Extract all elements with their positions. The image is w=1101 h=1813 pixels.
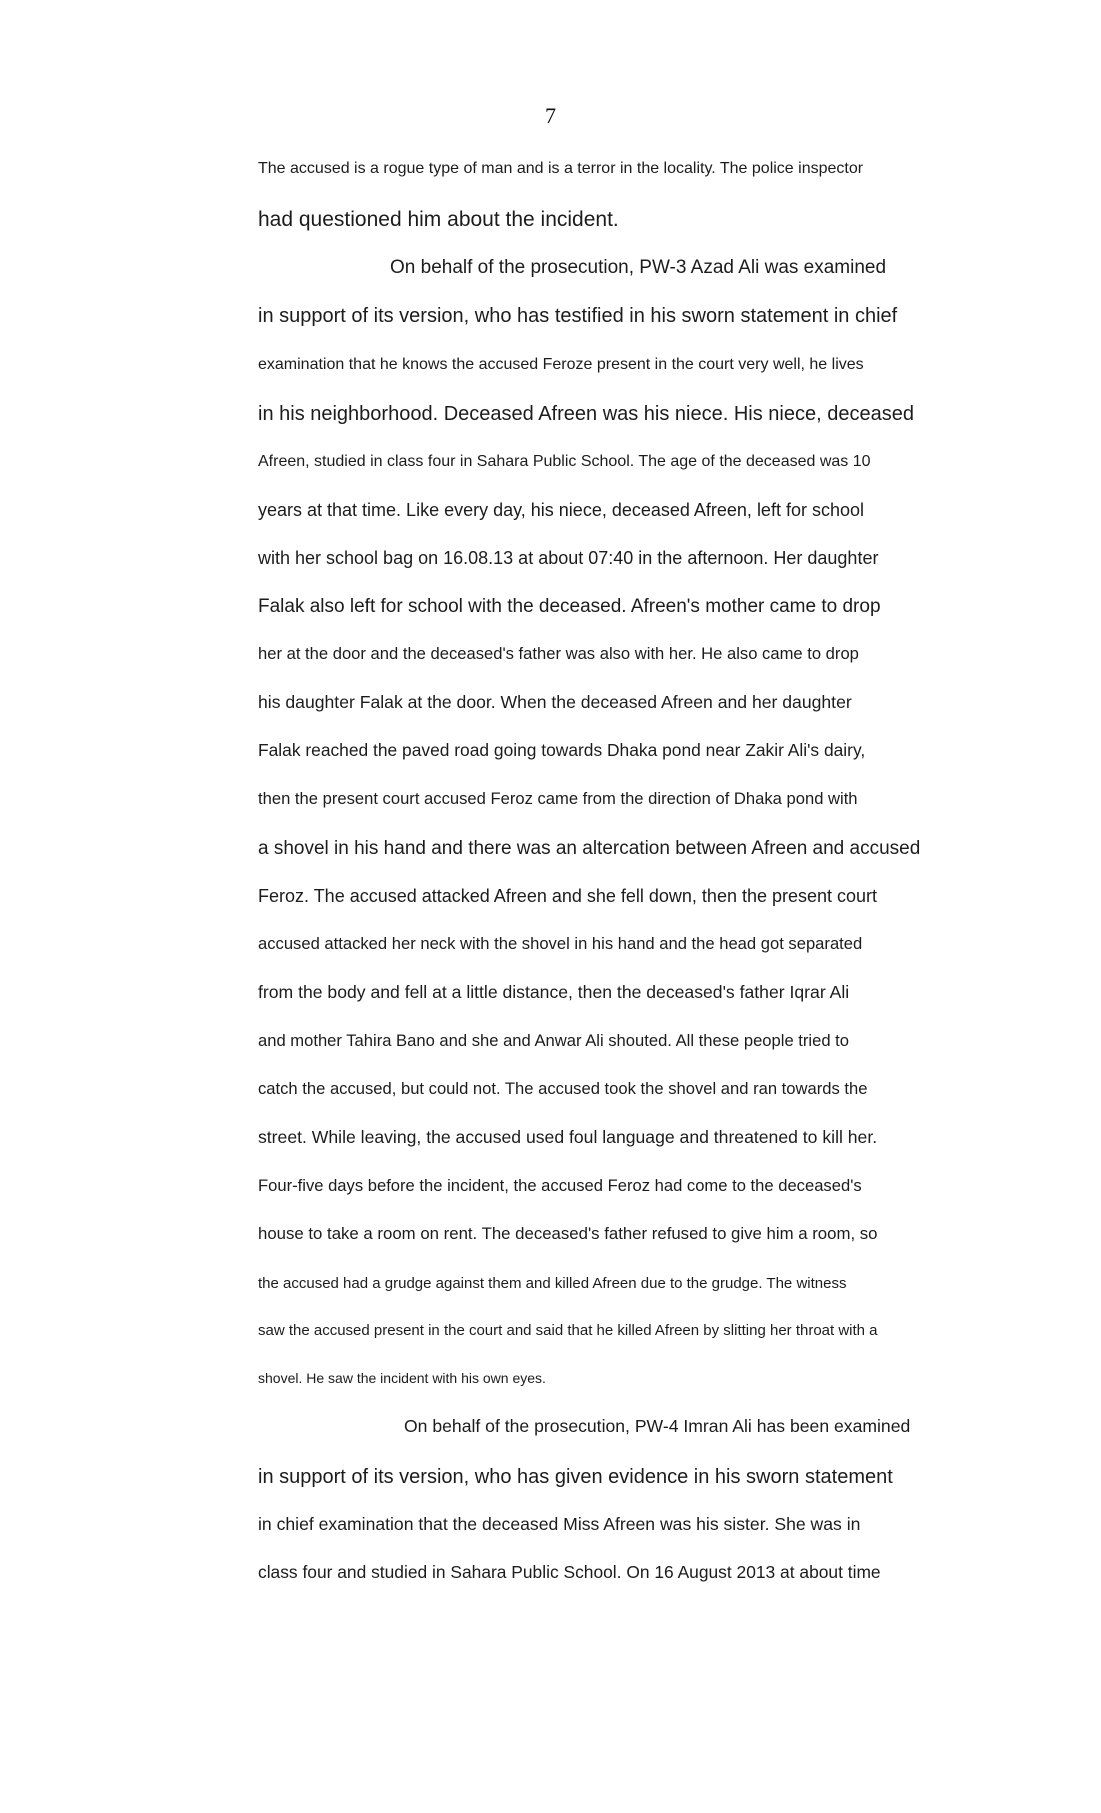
text-line: examination that he knows the accused Feroze present in the court very well, he lives: [258, 356, 864, 373]
text-line: from the body and fell at a little distance, then the deceased's father Iqrar Ali: [258, 982, 850, 1002]
text-line: street. While leaving, the accused used foul language and threatened to kill her.: [258, 1127, 878, 1147]
text-line: Four-five days before the incident, the accused Feroz had come to the deceased's: [258, 1176, 862, 1195]
text-line: with her school bag on 16.08.13 at about 07:40 in the afternoon. Her daughter: [258, 548, 879, 568]
text-line: class four and studied in Sahara Public School. On 16 August 2013 at about time: [258, 1562, 881, 1582]
text-line: On behalf of the prosecution, PW-4 Imran Ali has been examined: [404, 1416, 911, 1436]
text-line: his daughter Falak at the door. When the deceased Afreen and her daughter: [258, 692, 852, 712]
text-line: a shovel in his hand and there was an altercation between Afreen and accused: [258, 838, 921, 859]
text-line: house to take a room on rent. The deceased's father refused to give him a room, so: [258, 1224, 878, 1243]
text-line: Falak also left for school with the deceased. Afreen's mother came to drop: [258, 596, 881, 617]
text-line: then the present court accused Feroz came from the direction of Dhaka pond with: [258, 789, 858, 808]
text-line: and mother Tahira Bano and she and Anwar Ali shouted. All these people tried to: [258, 1031, 850, 1050]
text-line: Afreen, studied in class four in Sahara Public School. The age of the deceased was 10: [258, 453, 871, 470]
text-line: Falak reached the paved road going towards Dhaka pond near Zakir Ali's dairy,: [258, 740, 866, 760]
text-line: The accused is a rogue type of man and is a terror in the locality. The police inspector: [258, 160, 864, 177]
text-line: saw the accused present in the court and said that he killed Afreen by slitting her throat with a: [258, 1322, 878, 1339]
text-line: the accused had a grudge against them and killed Afreen due to the grudge. The witness: [258, 1275, 847, 1292]
text-line: On behalf of the prosecution, PW-3 Azad Ali was examined: [390, 257, 887, 278]
text-line: catch the accused, but could not. The accused took the shovel and ran towards the: [258, 1079, 868, 1098]
text-line: in support of its version, who has testified in his sworn statement in chief: [258, 305, 898, 327]
text-line: her at the door and the deceased's father was also with her. He also came to drop: [258, 644, 859, 663]
text-line: years at that time. Like every day, his niece, deceased Afreen, left for school: [258, 500, 864, 520]
text-line: in his neighborhood. Deceased Afreen was his niece. His niece, deceased: [258, 403, 914, 425]
text-line: shovel. He saw the incident with his own eyes.: [258, 1370, 546, 1386]
text-line: Feroz. The accused attacked Afreen and she fell down, then the present court: [258, 886, 878, 906]
text-line: in support of its version, who has given evidence in his sworn statement: [258, 1466, 893, 1488]
text-line: accused attacked her neck with the shovel in his hand and the head got separated: [258, 934, 863, 953]
page-number: 7: [545, 103, 556, 128]
text-line: in chief examination that the deceased Miss Afreen was his sister. She was in: [258, 1514, 861, 1534]
text-line: had questioned him about the incident.: [258, 208, 619, 231]
